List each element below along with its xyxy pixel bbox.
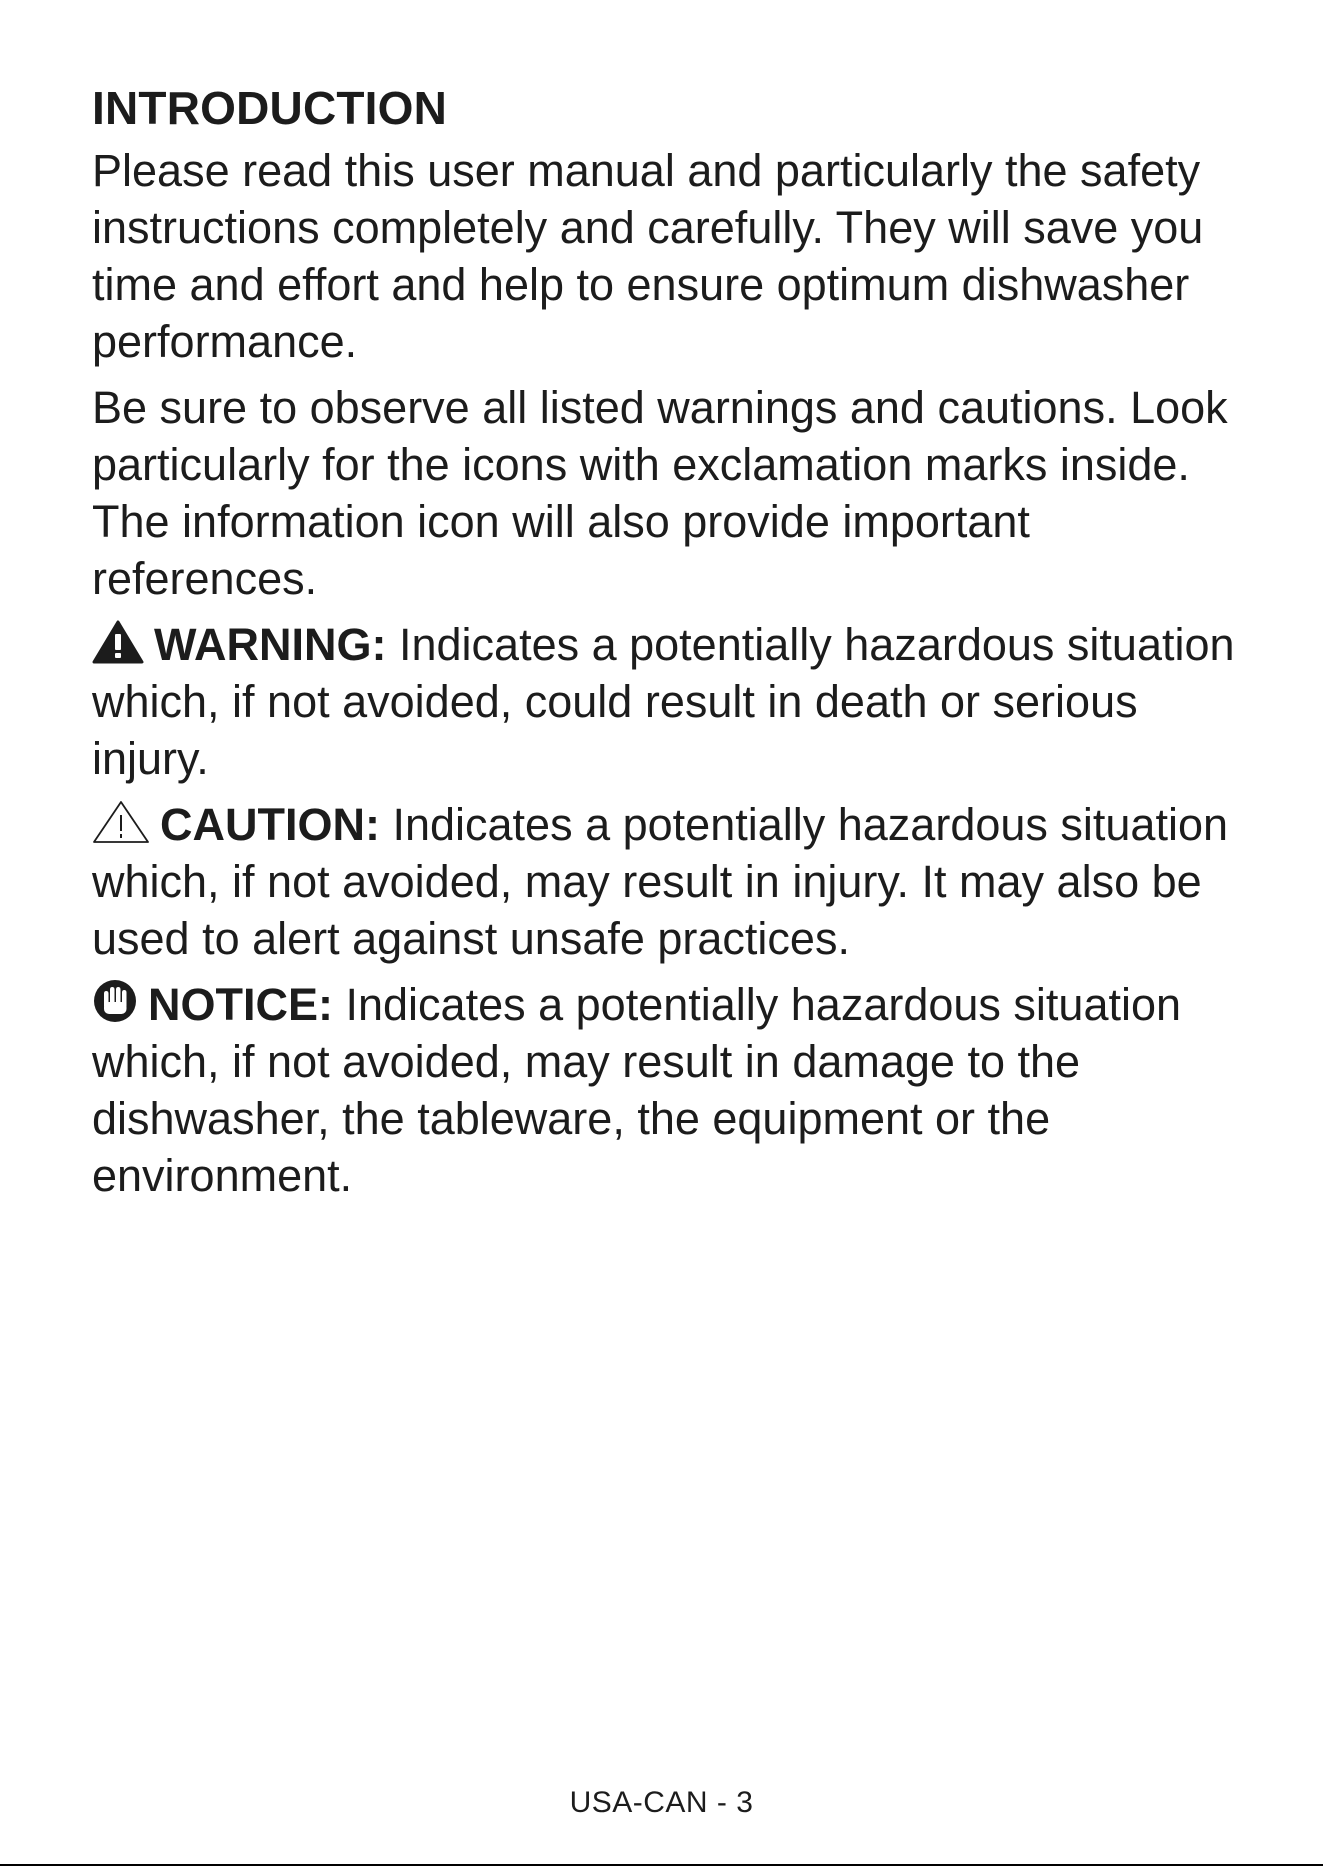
warning-label: WARNING: bbox=[154, 619, 387, 670]
bottom-divider bbox=[0, 1864, 1323, 1866]
caution-outline-triangle-icon bbox=[92, 800, 150, 844]
caution-label: CAUTION: bbox=[160, 799, 380, 850]
intro-paragraph-2: Be sure to observe all listed warnings and cautions. Look particularly for the icons with exclamation marks inside. The information icon will also provide important references. bbox=[92, 382, 1228, 604]
notice-text: Indicates a potentially hazardous situation which, if not avoided, may result in damage to the dishwasher, the tableware, the equipment or the environment. bbox=[92, 979, 1182, 1201]
warning-text: Indicates a potentially hazardous situation which, if not avoided, could result in death or serious injury. bbox=[92, 619, 1235, 784]
notice-label: NOTICE: bbox=[148, 979, 333, 1030]
section-heading: INTRODUCTION bbox=[92, 82, 448, 134]
warning-block bbox=[92, 616, 1252, 787]
page-content bbox=[92, 78, 1252, 1213]
page-footer: USA-CAN - 3 bbox=[569, 1786, 754, 1819]
intro-paragraph-1: Please read this user manual and particularly the safety instructions completely and carefully. They will save you time and effort and help to ensure optimum dishwasher performance. bbox=[92, 145, 1204, 367]
caution-text: Indicates a potentially hazardous situation which, if not avoided, may result in injury. It may also be used to alert against unsafe practices. bbox=[92, 799, 1229, 964]
hand-stop-icon bbox=[92, 978, 138, 1024]
caution-block bbox=[92, 796, 1252, 967]
warning-filled-triangle-icon bbox=[92, 620, 144, 664]
notice-block bbox=[92, 976, 1252, 1204]
